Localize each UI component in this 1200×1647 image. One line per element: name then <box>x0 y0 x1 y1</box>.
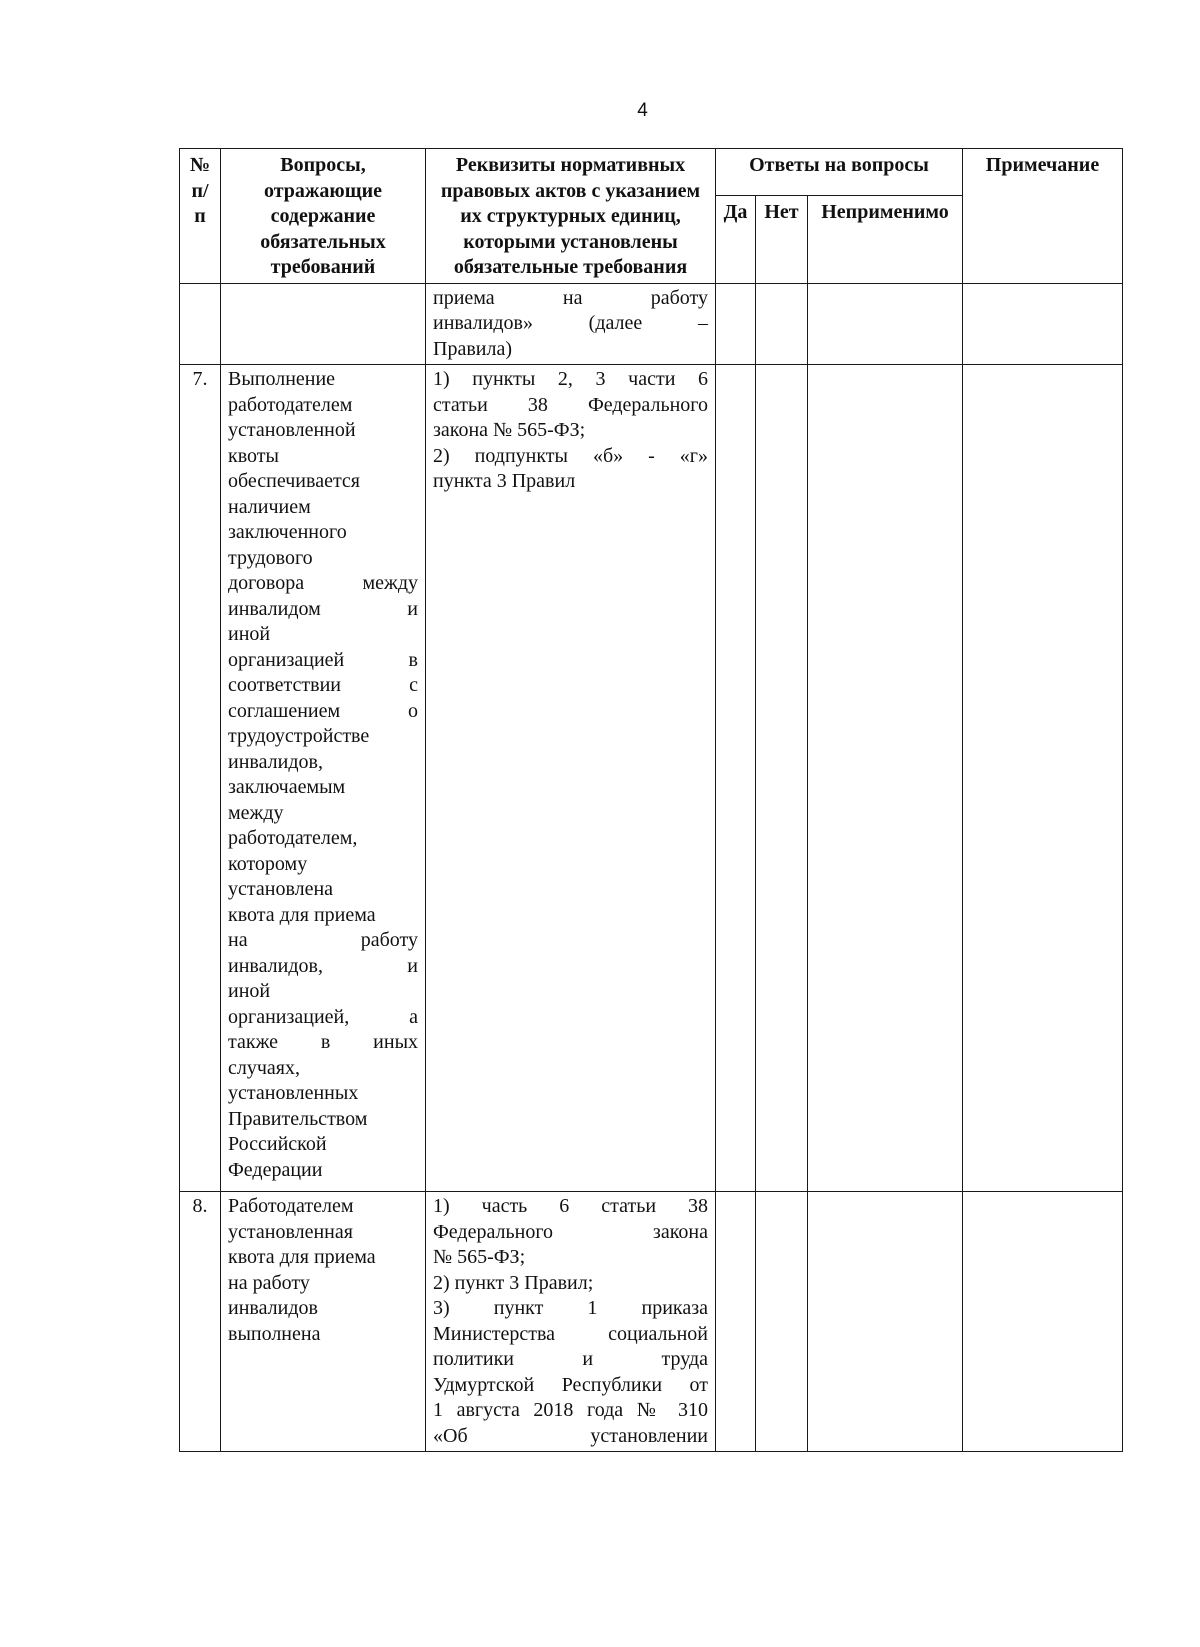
text-line: квоты <box>228 444 279 467</box>
text-line: соглашением о <box>228 699 418 722</box>
cell-num: 8. <box>180 1192 221 1452</box>
cell-note[interactable] <box>963 1192 1123 1452</box>
cell-not-applicable[interactable] <box>808 283 963 365</box>
page-number: 4 <box>637 100 648 121</box>
text-line: 3) пункт 1 приказа <box>433 1297 708 1319</box>
text-line: организацией, а <box>228 1005 418 1028</box>
text-line: Правительством <box>228 1107 368 1130</box>
text-line: организацией в <box>228 648 418 671</box>
text-line: Правила) <box>433 337 512 360</box>
text-line: установленная <box>228 1220 353 1243</box>
cell-num <box>180 283 221 365</box>
text-line: между <box>228 801 284 824</box>
text-line: приема на работу <box>433 286 708 309</box>
cell-question <box>221 1192 426 1452</box>
cell-question <box>221 365 426 1192</box>
text-line: 1 августа 2018 года № 310 <box>433 1399 708 1421</box>
text-line: 1) часть 6 статьи 38 <box>433 1195 708 1217</box>
text-line: «Об установлении <box>433 1424 708 1447</box>
text-line: случаях, <box>228 1056 300 1079</box>
text-line: обеспечивается <box>228 470 361 492</box>
cell-no[interactable] <box>756 1192 808 1452</box>
text-line: 2) пункт 3 Правил; <box>433 1271 594 1294</box>
text-line: работодателем <box>228 393 353 416</box>
text-line: работодателем, <box>228 827 358 849</box>
cell-yes[interactable] <box>716 1192 756 1452</box>
table-row <box>180 365 1123 1192</box>
text-line: заключаемым <box>228 776 346 798</box>
header-requisites: Реквизиты нормативных правовых актов с указанием их структурных единиц, которыми установлены обязательные требования <box>426 149 716 284</box>
cell-yes[interactable] <box>716 283 756 365</box>
text-line: Удмуртской Республики от <box>433 1373 708 1396</box>
cell-note[interactable] <box>963 365 1123 1192</box>
text-line: статьи 38 Федерального <box>433 393 708 416</box>
text-line: иной <box>228 623 271 645</box>
text-line: квота для приема <box>228 1246 376 1268</box>
table-row-continuation <box>180 283 1123 365</box>
text-line: Выполнение <box>228 368 336 390</box>
text-line: иной <box>228 980 271 1002</box>
checklist-table <box>179 148 1123 1452</box>
text-line: Российской <box>228 1133 327 1155</box>
text-line: пункта 3 Правил <box>433 470 576 492</box>
cell-requisites <box>426 283 716 365</box>
text-line: инвалидов, и <box>228 954 418 977</box>
text-line: Федерации <box>228 1158 323 1181</box>
cell-no[interactable] <box>756 365 808 1192</box>
text-line: заключенного <box>228 521 347 543</box>
header-note: Примечание <box>963 149 1123 284</box>
text-line: трудоустройстве <box>228 725 370 747</box>
text-line: № 565-ФЗ; <box>433 1246 526 1268</box>
text-line: на работу <box>228 1271 310 1294</box>
text-line: договора между <box>228 572 418 594</box>
cell-question <box>221 283 426 365</box>
cell-not-applicable[interactable] <box>808 365 963 1192</box>
text-line: квота для приема <box>228 903 376 926</box>
text-line: Федерального закона <box>433 1220 708 1243</box>
text-line: 2) подпункты «б» - «г» <box>433 444 708 467</box>
table-row <box>180 1192 1123 1452</box>
text-line: инвалидов, <box>228 750 323 773</box>
text-line: политики и труда <box>433 1348 708 1370</box>
text-line: выполнена <box>228 1322 321 1345</box>
text-line: Работодателем <box>228 1195 354 1217</box>
text-line: которому <box>228 852 308 875</box>
header-num: № п/п <box>180 149 221 284</box>
cell-num: 7. <box>180 365 221 1192</box>
text-line: также в иных <box>228 1031 418 1053</box>
text-line: инвалидом и <box>228 597 418 620</box>
cell-no[interactable] <box>756 283 808 365</box>
text-line: на работу <box>228 929 418 951</box>
cell-not-applicable[interactable] <box>808 1192 963 1452</box>
text-line: инвалидов» (далее – <box>433 312 708 334</box>
header-answers: Ответы на вопросы <box>716 149 963 196</box>
text-line: трудового <box>228 546 313 569</box>
text-line: установлена <box>228 878 334 900</box>
text-line: 1) пункты 2, 3 части 6 <box>433 368 708 390</box>
header-questions: Вопросы, отражающие содержание обязательных требований <box>221 149 426 284</box>
cell-requisites <box>426 1192 716 1452</box>
cell-note[interactable] <box>963 283 1123 365</box>
text-line: Министерства социальной <box>433 1322 708 1345</box>
text-line: закона № 565-ФЗ; <box>433 419 586 441</box>
text-line: инвалидов <box>228 1297 318 1319</box>
text-line: установленных <box>228 1082 359 1104</box>
header-no: Нет <box>756 196 808 284</box>
text-line: наличием <box>228 495 311 518</box>
text-line: соответствии с <box>228 674 418 696</box>
text-line: установленной <box>228 419 356 441</box>
header-not-applicable: Неприменимо <box>808 196 963 284</box>
cell-yes[interactable] <box>716 365 756 1192</box>
header-yes: Да <box>716 196 756 284</box>
cell-requisites <box>426 365 716 1192</box>
